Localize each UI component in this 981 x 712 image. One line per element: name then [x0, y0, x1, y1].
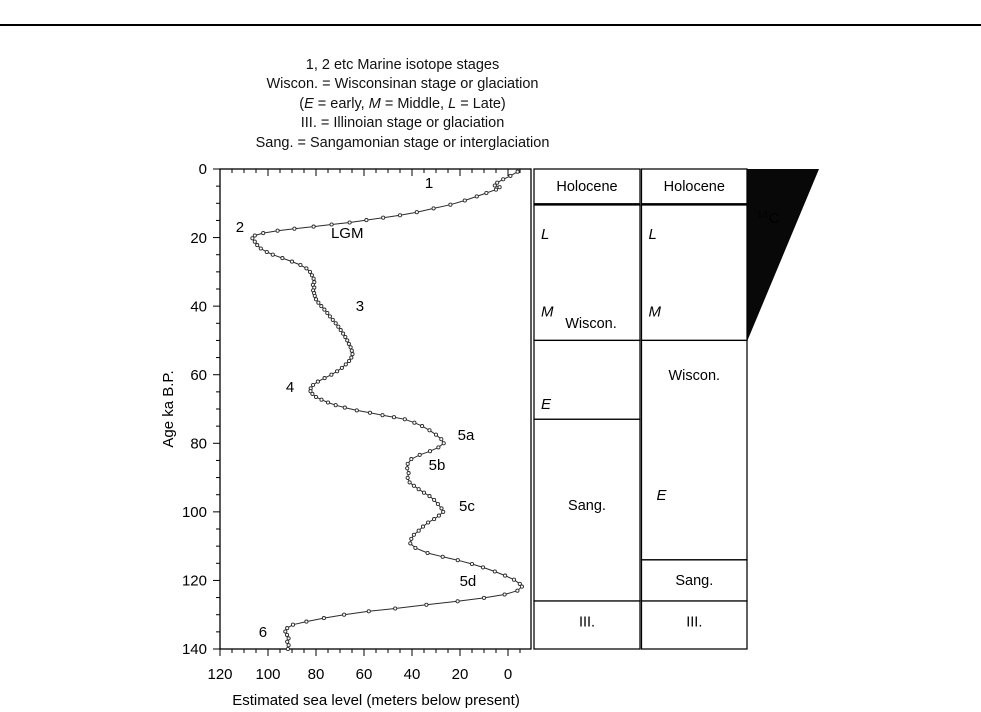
curve-label-5a: 5a — [457, 426, 475, 444]
x-tick-labels — [207, 666, 512, 683]
legend-line: (E = early, M = Middle, L = Late) — [299, 95, 506, 112]
x-tick-label: 80 — [307, 666, 325, 683]
legend-line: Wiscon. = Wisconsinan stage or glaciation — [266, 76, 539, 93]
c14-range-wedge — [748, 169, 820, 340]
stage-label: L — [541, 225, 550, 243]
curve-label-2: 2 — [235, 219, 245, 237]
stage-label: M — [541, 303, 554, 321]
curve-stage-labels — [236, 175, 477, 641]
c14-wedge-shape — [748, 169, 820, 340]
y-tick-label: 120 — [181, 572, 207, 590]
stage-label: E — [656, 486, 667, 504]
legend-line: III. = Illinoian stage or glaciation — [300, 115, 505, 132]
stage-label: Holocene — [663, 178, 725, 195]
y-tick-label: 80 — [190, 435, 207, 453]
x-tick-label: 120 — [207, 666, 233, 683]
stage-label: Sang. — [568, 498, 606, 515]
curve-label-6: 6 — [258, 624, 268, 641]
x-tick-label: 40 — [403, 666, 421, 683]
y-tick-label: 60 — [190, 366, 207, 384]
y-tick-label: 40 — [190, 298, 207, 316]
plot-area — [220, 169, 531, 649]
x-tick-label: 100 — [255, 666, 281, 683]
strat-column-2 — [642, 169, 748, 649]
legend-line: Sang. = Sangamonian stage or interglaciation — [255, 134, 550, 151]
curve-label-lgm: LGM — [330, 224, 364, 242]
stage-label: III. — [578, 614, 596, 631]
y-tick-label: 0 — [198, 161, 207, 179]
curve-markers — [251, 170, 524, 651]
y-axis-title: Age ka B.P. — [160, 370, 177, 448]
stage-label: Sang. — [675, 572, 714, 589]
stage-label: M — [648, 303, 661, 321]
stage-label: III. — [686, 614, 703, 631]
stage-label: Wiscon. — [565, 316, 617, 333]
curve-label-3: 3 — [355, 297, 365, 315]
strat-column-1 — [534, 169, 640, 649]
sea-level-curve — [252, 172, 522, 649]
x-tick-label: 20 — [451, 666, 469, 683]
curve-label-1: 1 — [424, 174, 434, 192]
y-tick-label: 20 — [190, 229, 207, 247]
curve-label-5c: 5c — [459, 497, 475, 515]
x-tick-label: 60 — [355, 666, 373, 683]
plot-axes — [220, 169, 531, 649]
curve-label-5d: 5d — [459, 572, 477, 590]
curve-label-4: 4 — [285, 378, 295, 396]
x-axis-title: Estimated sea level (meters below present) — [232, 692, 520, 709]
curve-label-5b: 5b — [428, 457, 446, 475]
y-tick-labels — [182, 161, 207, 658]
y-tick-label: 140 — [181, 641, 207, 659]
stage-label: Wiscon. — [668, 367, 721, 384]
stage-label: L — [648, 225, 657, 243]
c14-label: $^{14}$C — [757, 210, 780, 227]
stage-label: Holocene — [556, 178, 618, 195]
x-tick-label: 0 — [503, 666, 513, 683]
legend-line: 1, 2 etc Marine isotope stages — [305, 57, 500, 73]
stage-label: E — [541, 396, 552, 413]
y-tick-label: 100 — [181, 504, 207, 522]
